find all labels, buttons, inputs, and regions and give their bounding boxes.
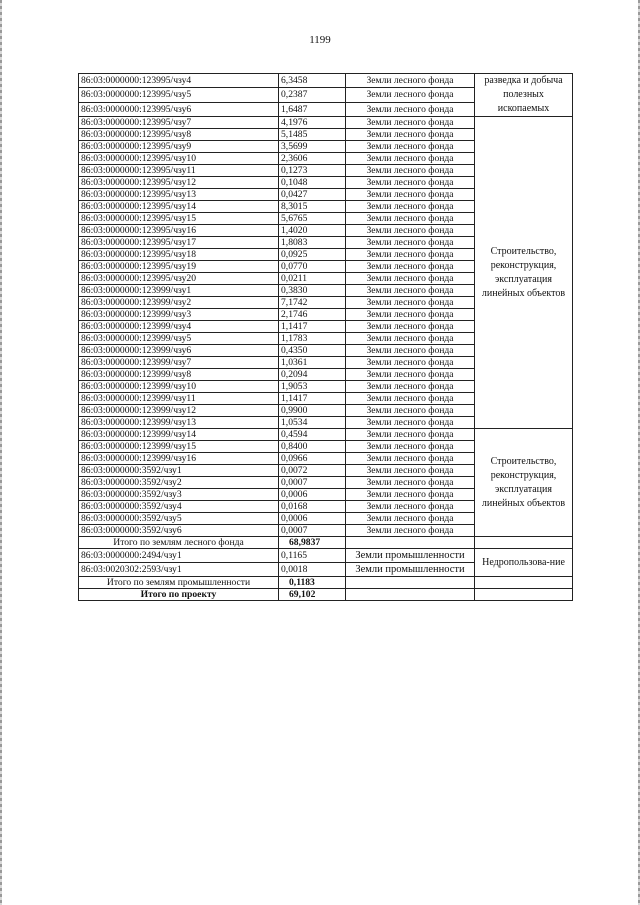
land-category-cell: Земли лесного фонда <box>346 165 475 177</box>
grand-total-row-label: Итого по проекту <box>79 589 279 601</box>
land-category-cell: Земли лесного фонда <box>346 189 475 201</box>
area-cell: 0,0925 <box>279 249 346 261</box>
area-cell: 1,9053 <box>279 381 346 393</box>
cadastral-number-cell: 86:03:0000000:123995/чзу16 <box>79 225 279 237</box>
scan-edge-left <box>0 0 2 905</box>
land-category-cell: Земли лесного фонда <box>346 225 475 237</box>
land-category-cell: Земли лесного фонда <box>346 273 475 285</box>
area-cell: 0,4594 <box>279 429 346 441</box>
cadastral-number-cell: 86:03:0000000:123995/чзу8 <box>79 129 279 141</box>
cadastral-number-cell: 86:03:0000000:123995/чзу4 <box>79 74 279 88</box>
area-cell: 0,2094 <box>279 369 346 381</box>
land-category-cell: Земли лесного фонда <box>346 393 475 405</box>
area-cell: 1,1417 <box>279 393 346 405</box>
land-category-cell: Земли лесного фонда <box>346 309 475 321</box>
forest-subtotal-row-label: Итого по землям лесного фонда <box>79 537 279 549</box>
land-category-cell: Земли лесного фонда <box>346 321 475 333</box>
cadastral-number-cell: 86:03:0000000:123999/чзу1 <box>79 285 279 297</box>
area-cell: 2,1746 <box>279 309 346 321</box>
land-category-cell: Земли лесного фонда <box>346 141 475 153</box>
grand-total-row-value: 69,102 <box>279 589 346 601</box>
land-category-cell: Земли лесного фонда <box>346 369 475 381</box>
area-cell: 5,6765 <box>279 213 346 225</box>
area-cell: 1,1417 <box>279 321 346 333</box>
area-cell: 1,0361 <box>279 357 346 369</box>
area-cell: 0,0966 <box>279 453 346 465</box>
land-category-cell: Земли лесного фонда <box>346 74 475 88</box>
page-number: 1199 <box>309 34 331 46</box>
area-cell: 4,1976 <box>279 117 346 129</box>
cadastral-number-cell: 86:03:0000000:123999/чзу12 <box>79 405 279 417</box>
permitted-use-cell: разведка и добыча полезных ископаемых <box>475 74 573 117</box>
forest-subtotal-row-value: 68,9837 <box>279 537 346 549</box>
cadastral-number-cell: 86:03:0000000:123995/чзу12 <box>79 177 279 189</box>
industry-subtotal-row-label: Итого по землям промышленности <box>79 577 279 589</box>
land-category-cell: Земли лесного фонда <box>346 129 475 141</box>
cadastral-number-cell: 86:03:0000000:3592/чзу4 <box>79 501 279 513</box>
area-cell: 1,8083 <box>279 237 346 249</box>
land-category-cell: Земли лесного фонда <box>346 525 475 537</box>
cadastral-number-cell: 86:03:0000000:123995/чзу14 <box>79 201 279 213</box>
cadastral-number-cell: 86:03:0000000:123995/чзу11 <box>79 165 279 177</box>
area-cell: 0,4350 <box>279 345 346 357</box>
industry-subtotal-row-value: 0,1183 <box>279 577 346 589</box>
area-cell: 0,0006 <box>279 513 346 525</box>
land-category-cell: Земли лесного фонда <box>346 201 475 213</box>
cadastral-number-cell: 86:03:0000000:123995/чзу17 <box>79 237 279 249</box>
cadastral-number-cell: 86:03:0000000:123995/чзу6 <box>79 102 279 116</box>
area-cell: 7,1742 <box>279 297 346 309</box>
forest-subtotal-row <box>79 537 573 549</box>
area-cell: 0,8400 <box>279 441 346 453</box>
table-row <box>79 117 573 129</box>
cadastral-number-cell: 86:03:0000000:3592/чзу5 <box>79 513 279 525</box>
land-plots-table-body <box>79 74 573 601</box>
area-cell: 0,0168 <box>279 501 346 513</box>
land-category-cell: Земли лесного фонда <box>346 501 475 513</box>
land-category-cell: Земли промышленности <box>346 563 475 577</box>
cadastral-number-cell: 86:03:0000000:123999/чзу13 <box>79 417 279 429</box>
industry-subtotal-row-empty-cell <box>475 577 573 589</box>
land-category-cell: Земли лесного фонда <box>346 88 475 102</box>
cadastral-number-cell: 86:03:0000000:123999/чзу11 <box>79 393 279 405</box>
area-cell: 0,9900 <box>279 405 346 417</box>
cadastral-number-cell: 86:03:0000000:123995/чзу7 <box>79 117 279 129</box>
table-row <box>79 429 573 441</box>
land-category-cell: Земли лесного фонда <box>346 297 475 309</box>
permitted-use-cell: Строительство, реконструкция, эксплуатация линейных объектов <box>475 117 573 429</box>
land-category-cell: Земли лесного фонда <box>346 117 475 129</box>
industry-subtotal-row <box>79 577 573 589</box>
area-cell: 0,1165 <box>279 549 346 563</box>
cadastral-number-cell: 86:03:0000000:123999/чзу8 <box>79 369 279 381</box>
cadastral-number-cell: 86:03:0000000:3592/чзу2 <box>79 477 279 489</box>
land-category-cell: Земли лесного фонда <box>346 405 475 417</box>
land-category-cell: Земли лесного фонда <box>346 465 475 477</box>
permitted-use-cell: Строительство, реконструкция, эксплуатация линейных объектов <box>475 429 573 537</box>
land-category-cell: Земли лесного фонда <box>346 345 475 357</box>
grand-total-row <box>79 589 573 601</box>
area-cell: 0,2387 <box>279 88 346 102</box>
land-category-cell: Земли лесного фонда <box>346 441 475 453</box>
land-category-cell: Земли лесного фонда <box>346 102 475 116</box>
area-cell: 0,1273 <box>279 165 346 177</box>
land-category-cell: Земли лесного фонда <box>346 453 475 465</box>
area-cell: 0,0770 <box>279 261 346 273</box>
area-cell: 0,3830 <box>279 285 346 297</box>
cadastral-number-cell: 86:03:0000000:123995/чзу5 <box>79 88 279 102</box>
cadastral-number-cell: 86:03:0000000:3592/чзу1 <box>79 465 279 477</box>
area-cell: 0,0018 <box>279 563 346 577</box>
area-cell: 3,5699 <box>279 141 346 153</box>
land-category-cell: Земли лесного фонда <box>346 357 475 369</box>
cadastral-number-cell: 86:03:0000000:123995/чзу15 <box>79 213 279 225</box>
cadastral-number-cell: 86:03:0000000:123995/чзу9 <box>79 141 279 153</box>
cadastral-number-cell: 86:03:0000000:123999/чзу7 <box>79 357 279 369</box>
cadastral-number-cell: 86:03:0000000:123999/чзу3 <box>79 309 279 321</box>
permitted-use-cell: Недропользова-ние <box>475 549 573 577</box>
grand-total-row-empty-cell <box>346 589 475 601</box>
land-category-cell: Земли лесного фонда <box>346 381 475 393</box>
area-cell: 1,6487 <box>279 102 346 116</box>
land-category-cell: Земли лесного фонда <box>346 153 475 165</box>
cadastral-number-cell: 86:03:0000000:123999/чзу10 <box>79 381 279 393</box>
area-cell: 0,0007 <box>279 477 346 489</box>
area-cell: 0,0006 <box>279 489 346 501</box>
forest-subtotal-row-empty-cell <box>475 537 573 549</box>
land-category-cell: Земли лесного фонда <box>346 429 475 441</box>
area-cell: 2,3606 <box>279 153 346 165</box>
cadastral-number-cell: 86:03:0000000:123995/чзу19 <box>79 261 279 273</box>
land-category-cell: Земли лесного фонда <box>346 261 475 273</box>
land-category-cell: Земли промышленности <box>346 549 475 563</box>
area-cell: 0,0427 <box>279 189 346 201</box>
forest-subtotal-row-empty-cell <box>346 537 475 549</box>
land-category-cell: Земли лесного фонда <box>346 249 475 261</box>
area-cell: 0,0211 <box>279 273 346 285</box>
grand-total-row-empty-cell <box>475 589 573 601</box>
land-category-cell: Земли лесного фонда <box>346 213 475 225</box>
cadastral-number-cell: 86:03:0000000:123999/чзу4 <box>79 321 279 333</box>
land-category-cell: Земли лесного фонда <box>346 333 475 345</box>
area-cell: 0,0072 <box>279 465 346 477</box>
area-cell: 0,0007 <box>279 525 346 537</box>
cadastral-number-cell: 86:03:0000000:3592/чзу6 <box>79 525 279 537</box>
cadastral-number-cell: 86:03:0000000:123999/чзу5 <box>79 333 279 345</box>
table-row <box>79 549 573 563</box>
table-row <box>79 74 573 88</box>
land-category-cell: Земли лесного фонда <box>346 177 475 189</box>
land-category-cell: Земли лесного фонда <box>346 417 475 429</box>
land-category-cell: Земли лесного фонда <box>346 237 475 249</box>
cadastral-number-cell: 86:03:0000000:123999/чзу6 <box>79 345 279 357</box>
area-cell: 1,0534 <box>279 417 346 429</box>
area-cell: 8,3015 <box>279 201 346 213</box>
area-cell: 0,1048 <box>279 177 346 189</box>
cadastral-number-cell: 86:03:0000000:123995/чзу10 <box>79 153 279 165</box>
land-plots-table <box>78 73 573 601</box>
cadastral-number-cell: 86:03:0000000:123999/чзу16 <box>79 453 279 465</box>
land-category-cell: Земли лесного фонда <box>346 285 475 297</box>
cadastral-number-cell: 86:03:0000000:123999/чзу2 <box>79 297 279 309</box>
area-cell: 1,1783 <box>279 333 346 345</box>
cadastral-number-cell: 86:03:0000000:123995/чзу13 <box>79 189 279 201</box>
land-category-cell: Земли лесного фонда <box>346 477 475 489</box>
cadastral-number-cell: 86:03:0020302:2593/чзу1 <box>79 563 279 577</box>
land-category-cell: Земли лесного фонда <box>346 513 475 525</box>
cadastral-number-cell: 86:03:0000000:2494/чзу1 <box>79 549 279 563</box>
cadastral-number-cell: 86:03:0000000:3592/чзу3 <box>79 489 279 501</box>
cadastral-number-cell: 86:03:0000000:123999/чзу14 <box>79 429 279 441</box>
area-cell: 1,4020 <box>279 225 346 237</box>
area-cell: 6,3458 <box>279 74 346 88</box>
industry-subtotal-row-empty-cell <box>346 577 475 589</box>
cadastral-number-cell: 86:03:0000000:123999/чзу15 <box>79 441 279 453</box>
cadastral-number-cell: 86:03:0000000:123995/чзу18 <box>79 249 279 261</box>
cadastral-number-cell: 86:03:0000000:123995/чзу20 <box>79 273 279 285</box>
area-cell: 5,1485 <box>279 129 346 141</box>
land-category-cell: Земли лесного фонда <box>346 489 475 501</box>
